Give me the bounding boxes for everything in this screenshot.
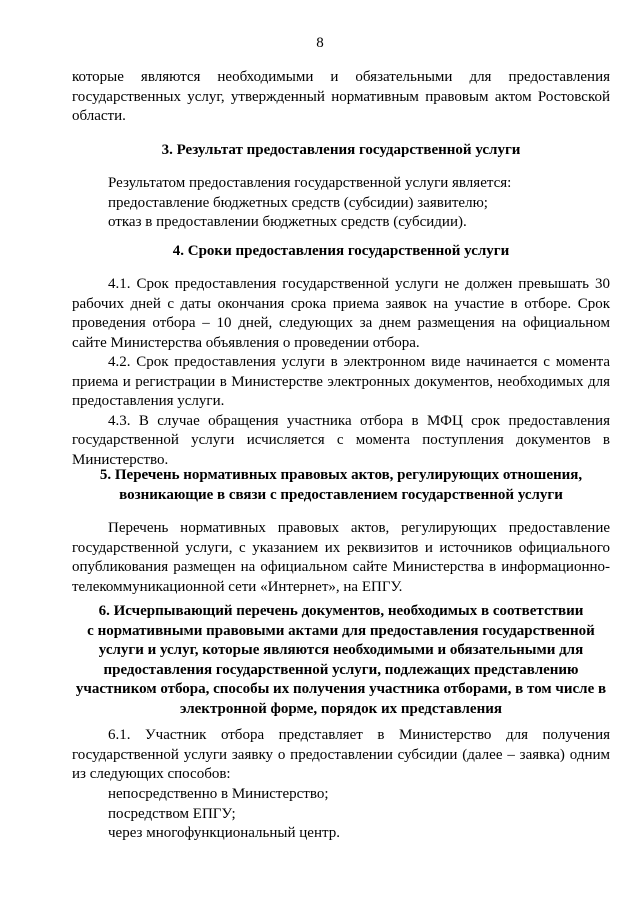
- section-4-title: 4. Сроки предоставления государственной услуги: [172, 243, 510, 259]
- section-6-title-line: участником отбора, способы их получения участника отборами, в том числе в: [75, 681, 607, 697]
- paragraph-4-2: 4.2. Срок предоставления услуги в электронном виде начинается с момента приема и регистрации в Министерстве электронных документов, необходимых для предоставления услуги.: [72, 354, 610, 409]
- section-6-title-line: 6. Исчерпывающий перечень документов, необходимых в соответствии: [98, 603, 584, 619]
- list-item: непосредственно в Министерство;: [108, 786, 329, 802]
- section-6-title-line: предоставления государственной услуги, подлежащих представлению: [103, 661, 579, 678]
- section-5-title-line: возникающие в связи с предоставлением государственной услуги: [119, 486, 563, 503]
- section-3-list: [72, 174, 610, 233]
- section-5-title-line: 5. Перечень нормативных правовых актов, регулирующих отношения,: [99, 467, 583, 483]
- intro-paragraph: которые являются необходимыми и обязательными для предоставления государственных услуг, утвержденный нормативным правовым актом Ростовской области.: [72, 69, 610, 124]
- section-5-title: [72, 466, 610, 505]
- section-3-line: отказ в предоставлении бюджетных средств (субсидии).: [108, 214, 467, 230]
- section-3-line: Результатом предоставления государственной услуги является:: [108, 175, 512, 191]
- section-4-body: [72, 275, 610, 470]
- list-item: через многофункциональный центр.: [108, 825, 340, 841]
- paragraph-4-3: 4.3. В случае обращения участника отбора в МФЦ срок предоставления государственной услуги исчисляется с момента поступления документов в Министерство.: [72, 412, 610, 468]
- list-item: посредством ЕПГУ;: [108, 805, 236, 822]
- section-5-paragraph: Перечень нормативных правовых актов, регулирующих предоставление государственной услуги, с указанием их реквизитов и источников официального опубликования размещен на официальном сайте Министерства в информационно-телекоммуникационной сети «Интернет», на ЕПГУ.: [72, 520, 610, 595]
- section-6-list: [72, 785, 610, 844]
- page-number: 8: [316, 35, 324, 51]
- section-3-line: предоставление бюджетных средств (субсидии) заявителю;: [108, 194, 488, 211]
- section-6-title-line: электронной форме, порядок их представления: [180, 700, 502, 717]
- section-6-title-line: с нормативными правовыми актами для предоставления государственной: [87, 622, 595, 639]
- section-6-title-line: услуги и услуг, которые являются необходимыми и обязательными для: [98, 642, 584, 658]
- paragraph-6-1: 6.1. Участник отбора представляет в Министерство для получения государственной услуги заявку о предоставлении субсидии (далее – заявка) одним из следующих способов:: [72, 727, 610, 782]
- section-3-title: 3. Результат предоставления государственной услуги: [161, 142, 521, 158]
- section-6-title: [72, 602, 610, 719]
- paragraph-4-1: 4.1. Срок предоставления государственной услуги не должен превышать 30 рабочих дней с даты окончания срока приема заявок на участие в отборе. Срок проведения отбора – 10 дней, следующих за днем размещения на официальном сайте Министерства объявления о проведении отбора.: [72, 276, 610, 351]
